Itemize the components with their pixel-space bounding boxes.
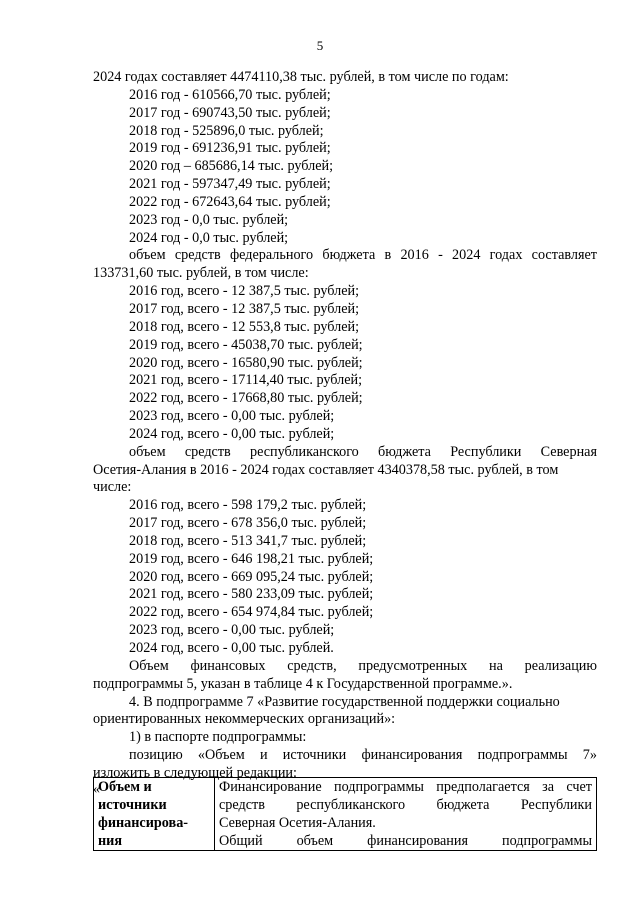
text-line: 2020 год, всего - 16580,90 тыс. рублей; [129,354,363,371]
page-number: 5 [316,38,324,53]
text-line: 2018 год - 525896,0 тыс. рублей; [129,122,324,139]
text-line: 2023 год - 0,0 тыс. рублей; [129,211,289,228]
text-line: 2017 год, всего - 12 387,5 тыс. рублей; [129,300,360,317]
text-line: 2021 год - 597347,49 тыс. рублей; [129,176,331,193]
text-line: 2018 год, всего - 513 341,7 тыс. рублей; [129,532,367,549]
label-line: Объем и [98,779,152,795]
text-line: 2016 год - 610566,70 тыс. рублей; [129,86,331,103]
row-content-cell [215,778,597,851]
text-line: 2022 год, всего - 17668,80 тыс. рублей; [129,390,363,407]
text-line: 2024 год - 0,0 тыс. рублей; [129,229,289,246]
text-line: 1) в паспорте подпрограммы: [129,729,307,746]
document-body [93,69,597,797]
text-line: ориентированных некоммерческих организаций»: [93,711,396,728]
label-line: ния [98,832,123,849]
content-line: Общий объем финансирования подпрограммы [219,832,592,849]
text-line: 2024 год, всего - 0,00 тыс. рублей. [129,640,334,656]
text-line: 2016 год, всего - 598 179,2 тыс. рублей; [129,497,367,514]
text-line: объем средств республиканского бюджета Республики Северная [129,443,597,460]
text-line: 2022 год - 672643,64 тыс. рублей; [129,193,331,210]
text-line: подпрограммы 5, указан в таблице 4 к Государственной программе.». [93,675,513,692]
text-line: 4. В подпрограмме 7 «Развитие государственной поддержки социально [129,693,560,710]
text-line: числе: [93,479,132,496]
text-line: 2023 год, всего - 0,00 тыс. рублей; [129,622,335,639]
opening-quote: « [93,781,100,797]
text-line: 133731,60 тыс. рублей, в том числе: [93,265,309,282]
text-line: Объем финансовых средств, предусмотренных на реализацию [129,657,597,674]
text-line: объем средств федерального бюджета в 2016 - 2024 годах составляет [129,247,597,264]
passport-table [93,777,597,851]
text-line: 2023 год, всего - 0,00 тыс. рублей; [129,408,335,425]
text-line: 2020 год, всего - 669 095,24 тыс. рублей; [129,568,374,585]
text-line: 2019 год, всего - 45038,70 тыс. рублей; [129,336,363,353]
text-line: Осетия-Алания в 2016 - 2024 годах составляет 4340378,58 тыс. рублей, в том [93,461,559,478]
content-line: Финансирование подпрограммы предполагается за счет [219,779,592,795]
table-row [94,778,597,851]
content-line: средств республиканского бюджета Республики [219,796,592,813]
label-line: финансирова- [98,814,189,831]
text-line: 2017 год, всего - 678 356,0 тыс. рублей; [129,515,367,532]
content-line: Северная Осетия-Алания. [219,814,376,831]
text-line: 2020 год – 685686,14 тыс. рублей; [129,158,334,175]
text-line: 2019 год - 691236,91 тыс. рублей; [129,140,331,157]
text-line: 2024 годах составляет 4474110,38 тыс. рублей, в том числе по годам: [93,69,509,85]
text-line: позицию «Объем и источники финансирования подпрограммы 7» [129,747,597,764]
text-line: 2021 год, всего - 580 233,09 тыс. рублей; [129,586,374,603]
text-line: 2018 год, всего - 12 553,8 тыс. рублей; [129,318,360,335]
text-line: 2024 год, всего - 0,00 тыс. рублей; [129,425,335,442]
label-line: источники [98,796,167,813]
text-line: 2016 год, всего - 12 387,5 тыс. рублей; [129,283,360,300]
text-line: изложить в следующей редакции: [93,764,297,781]
text-line: 2019 год, всего - 646 198,21 тыс. рублей; [129,550,374,567]
text-line: 2017 год - 690743,50 тыс. рублей; [129,104,331,121]
text-line: 2022 год, всего - 654 974,84 тыс. рублей; [129,604,374,621]
row-label-cell [94,778,215,851]
text-line: 2021 год, всего - 17114,40 тыс. рублей; [129,372,363,389]
